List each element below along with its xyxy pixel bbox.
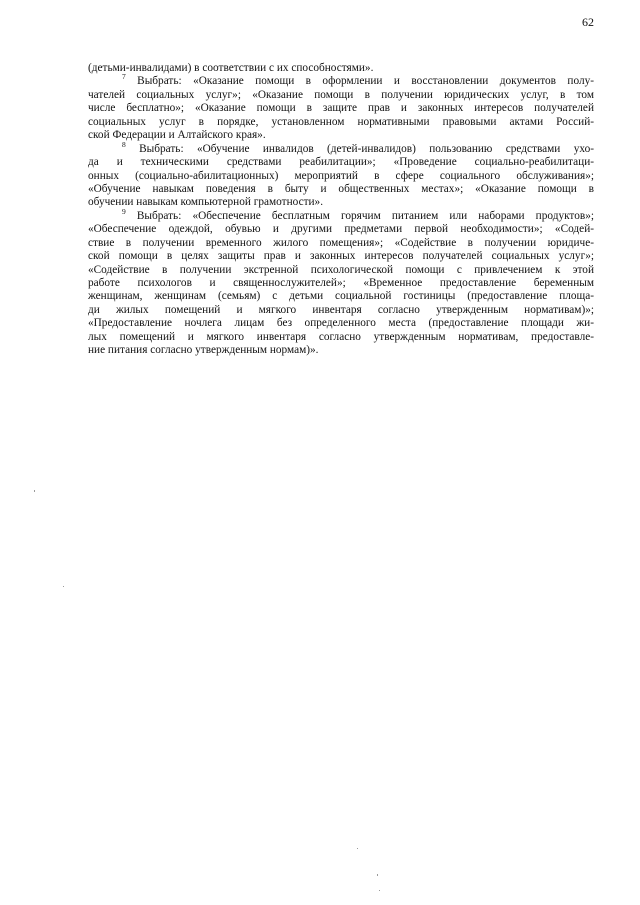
text-line: ствие в получении временного жилого помещения»; «Содействие в получении юридиче-	[88, 236, 594, 249]
text-line: «Предоставление ночлега лицам без определенного места (предоставление площади жи-	[88, 317, 594, 330]
footnote-mark: 8	[122, 139, 126, 149]
footnote-mark: 9	[122, 207, 126, 217]
text-line: ской Федерации и Алтайского края».	[88, 129, 266, 142]
text-line-content: Выбрать: «Обеспечение бесплатным горячим питанием или наборами продуктов»;	[125, 209, 594, 222]
scan-speck	[357, 848, 358, 849]
scan-speck	[379, 890, 380, 891]
footnote-text-block	[88, 62, 594, 358]
page-number: 62	[582, 15, 594, 29]
footnote-mark: 7	[122, 72, 126, 82]
text-line: ской помощи в целях защиты прав и законных интересов получателей социальных услуг»;	[88, 250, 594, 263]
text-line	[88, 72, 594, 88]
text-line: работе психологов и священнослужителей»; «Временное предоставление беременным	[88, 277, 594, 289]
text-line: «Содействие в получении экстренной психологической помощи с привлечением к этой	[88, 263, 594, 276]
text-line: «Обеспечение одеждой, обувью и другими предметами первой необходимости»; «Содей-	[88, 223, 594, 236]
text-line: социальных услуг в порядке, установленном нормативными правовыми актами Россий-	[88, 115, 594, 128]
text-line	[88, 207, 594, 223]
text-line: обучении навыкам компьютерной грамотности».	[88, 196, 324, 209]
text-line: числе бесплатно»; «Оказание помощи в защите прав и законных интересов получателей	[88, 102, 594, 115]
text-line: онных (социально-абилитационных) мероприятий в сфере социального обслуживания»;	[88, 169, 594, 182]
text-line: ние питания согласно утвержденным нормам)».	[88, 344, 319, 357]
scan-speck	[34, 490, 35, 492]
text-line: женщинам, женщинам (семьям) с детьми социальной гостиницы (предоставление площа-	[88, 290, 594, 303]
text-line: ди жилых помещений и мягкого инвентаря согласно утвержденным нормативам)»;	[88, 303, 594, 316]
text-line-content: Выбрать: «Обучение инвалидов (детей-инвалидов) пользованию средствами ухо-	[125, 142, 594, 155]
text-line	[88, 139, 594, 156]
text-line: лых помещений и мягкого инвентаря согласно утвержденным нормативам, предоставле-	[88, 330, 594, 343]
scan-speck	[377, 874, 378, 876]
scan-speck	[63, 586, 64, 587]
text-line: (детьми-инвалидами) в соответствии с их способностями».	[88, 62, 374, 74]
text-line: да и техническими средствами реабилитации»; «Проведение социально-реабилитаци-	[88, 156, 594, 169]
text-line: «Обучение навыкам поведения в быту и общественных местах»; «Оказание помощи в	[88, 182, 594, 195]
text-line-content: Выбрать: «Оказание помощи в оформлении и восстановлении документов полу-	[125, 75, 594, 88]
text-line: чателей социальных услуг»; «Оказание помощи в получении юридических услуг, в том	[88, 88, 594, 101]
